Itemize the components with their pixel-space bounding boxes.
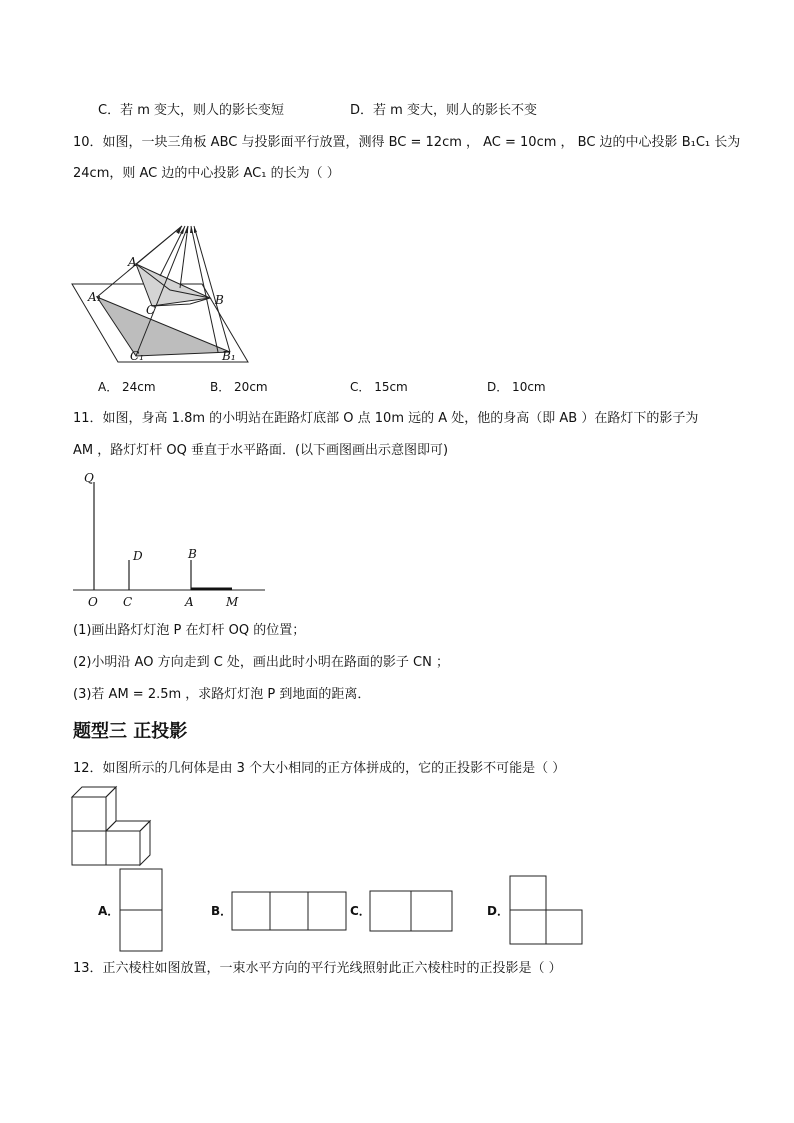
label-B: B [188,547,197,561]
label-O: O [88,595,98,609]
label-A: A [128,255,137,269]
q9-option-c: C．若 m 变大，则人的影长变短 [98,103,285,118]
label-C: C [146,303,156,317]
q11-figure [70,468,270,610]
q10-text-line1: 10．如图，一块三角板 ABC 与投影面平行放置，测得 BC = 12cm ， AC = 10cm ， BC 边的中心投影 B₁C₁ 长为 [73,135,741,150]
label-A1: A₁ [88,290,102,304]
q10-figure [70,218,260,368]
ray [191,226,218,352]
label-B: B [215,293,224,307]
q10-option-d: D． 10cm [487,380,546,394]
q10-option-b: B． 20cm [210,380,268,394]
label-D: D [133,549,143,563]
q11-text-line1: 11．如图，身高 1.8m 的小明站在距路灯底部 O 点 10m 远的 A 处，他的身高（即 AB ）在路灯下的影子为 [73,411,699,426]
q12-text-line1: 12．如图所示的几何体是由 3 个大小相同的正方体拼成的，它的正投影不可能是（ ） [73,761,566,776]
q11-text-line2: AM ，路灯灯杆 OQ 垂直于水平路面．(以下画图画出示意图即可) [73,443,449,458]
triangle-abc [136,264,210,306]
q12-option-b-label: B． [211,904,233,918]
q12-option-a-label: A． [98,904,120,918]
label-M: M [226,595,239,609]
q12-option-d-figure [508,874,584,946]
ray [194,226,230,352]
q12-option-d-label: D． [487,904,509,918]
q10-option-a: A． 24cm [98,380,156,394]
q10-option-c: C． 15cm [350,380,408,394]
q10-text-line2: 24cm，则 AC 边的中心投影 AC₁ 的长为（ ） [73,166,340,181]
q11-sub2: (2)小明沿 AO 方向走到 C 处，画出此时小明在路面的影子 CN ； [73,655,449,670]
q12-option-c-label: C． [350,904,371,918]
section-title: 题型三 正投影 [73,721,188,742]
label-B1: B₁ [222,349,236,363]
q12-option-c-figure [368,889,454,933]
q9-option-d: D．若 m 变大，则人的影长不变 [350,103,537,118]
q12-option-b-figure [230,890,348,932]
label-A: A [185,595,194,609]
q12-cubes-figure [70,785,160,867]
q11-sub1: (1)画出路灯灯泡 P 在灯杆 OQ 的位置； [73,623,306,638]
q12-option-a-figure [118,867,164,953]
q13-text-line1: 13．正六棱柱如图放置，一束水平方向的平行光线照射此正六棱柱时的正投影是（ ） [73,961,562,976]
label-C: C [123,595,133,609]
q11-sub3: (3)若 AM = 2.5m ，求路灯灯泡 P 到地面的距离． [73,687,371,702]
label-C1: C₁ [130,349,144,363]
label-Q: Q [84,471,94,485]
